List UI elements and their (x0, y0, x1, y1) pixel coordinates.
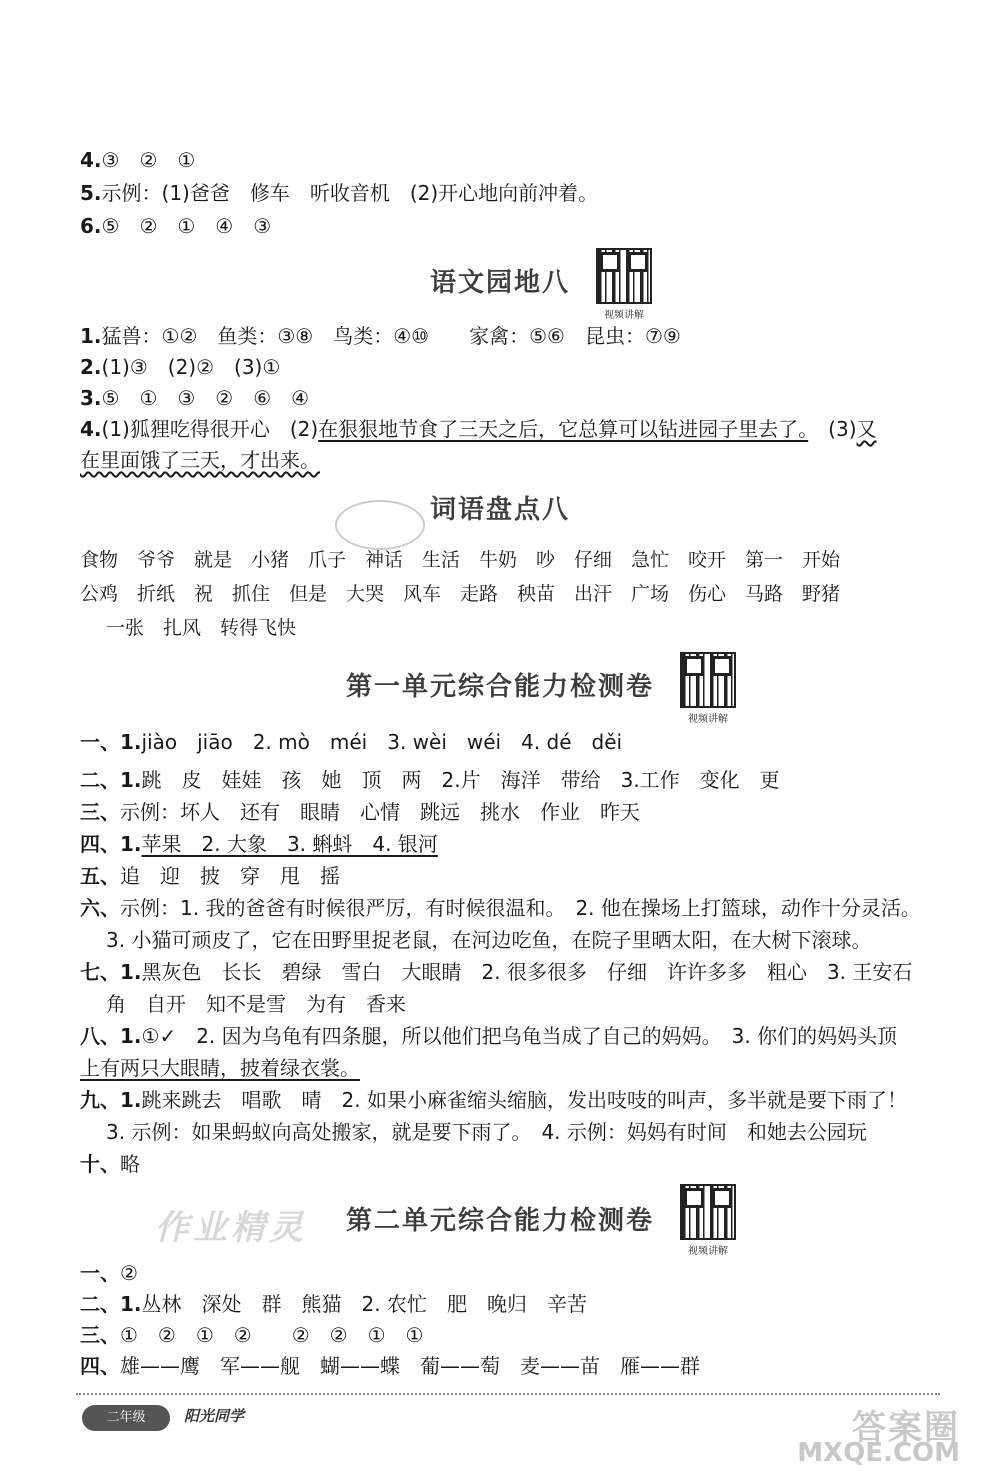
footer-divider (76, 1393, 940, 1395)
answer-line (80, 1053, 940, 1083)
answer-line (80, 1289, 940, 1319)
answer-text: 示例：(1)爸爸 修车 听收音机 (2)开心地向前冲着。 (101, 181, 599, 205)
qr-code-icon[interactable] (596, 248, 652, 304)
grade-badge: 二年级 (82, 1405, 170, 1431)
answer-text: (1)③ (2)② (3)① (101, 355, 281, 379)
question-number: 二、1. (80, 768, 142, 792)
question-number: 5. (80, 181, 102, 205)
answer-line (80, 861, 940, 891)
answer-line (106, 1117, 940, 1147)
answer-line (80, 321, 940, 351)
underlined-text: 上有两只大眼睛，披着绿衣裳。 (80, 1056, 360, 1080)
answer-text: ① ② ① ② ② ② ① ① (120, 1323, 424, 1347)
qr-code-icon[interactable] (680, 652, 736, 708)
question-number: 一、1. (80, 730, 142, 754)
watermark-url: MXQE.COM (797, 1438, 960, 1468)
answer-line (80, 445, 940, 475)
qr-caption: 视频讲解 (688, 1246, 728, 1257)
question-number: 十、 (80, 1152, 120, 1176)
answer-line (80, 145, 940, 175)
word-row: 食物 爷爷 就是 小猪 爪子 神话 生活 牛奶 吵 仔细 急忙 咬开 第一 开始 (80, 549, 841, 571)
word-row: 一张 扎风 转得飞快 (106, 617, 297, 639)
answer-line (80, 1258, 940, 1288)
answer-text: 跳来跳去 唱歌 晴 2. 如果小麻雀缩头缩脑，发出吱吱的叫声，多半就是要下雨了！ (141, 1088, 907, 1112)
watermark-logo: 答案圈 (852, 1408, 960, 1448)
underlined-text: 苹果 2. 大象 3. 蝌蚪 4. 银河 (141, 832, 438, 856)
answer-line (80, 383, 940, 413)
underlined-text: 在狠狠地节食了三天之后，它总算可以钻进园子里去了。 (318, 417, 809, 441)
answer-text: 雄——鹰 军——舰 蝴——蝶 葡——萄 麦——苗 雁——群 (120, 1354, 700, 1378)
qr-code-icon[interactable] (680, 1184, 736, 1240)
answer-text: ② (120, 1261, 138, 1285)
word-row: 公鸡 折纸 祝 抓住 但是 大哭 风车 走路 秧苗 出汗 广场 伤心 马路 野猪 (80, 583, 841, 605)
qr-caption: 视频讲解 (688, 714, 728, 725)
question-number: 4. (80, 417, 102, 441)
answer-text: 示例：坏人 还有 眼睛 心情 跳远 挑水 作业 昨天 (120, 800, 640, 824)
answer-text: 略 (120, 1152, 140, 1176)
question-number: 一、 (80, 1261, 120, 1285)
wavy-underlined-text: 又 (856, 417, 877, 441)
answer-line (80, 797, 940, 827)
answer-text: ①✓ 2. 因为乌龟有四条腿，所以他们把乌龟当成了自己的妈妈。 3. 你们的妈妈头顶 (141, 1024, 898, 1048)
answer-text: 3. 小猫可顽皮了，它在田野里捉老鼠，在河边吃鱼，在院子里晒太阳，在大树下滚球。 (106, 928, 872, 952)
answer-text: 黑灰色 长长 碧绿 雪白 大眼睛 2. 很多很多 仔细 许许多多 粗心 3. 王安石 (141, 960, 913, 984)
answer-text: ③ ② ① (101, 148, 196, 172)
answer-text: ⑤ ① ③ ② ⑥ ④ (101, 386, 310, 410)
question-number: 3. (80, 386, 102, 410)
question-number: 四、1. (80, 832, 142, 856)
section-title: 语文园地八 (429, 268, 570, 298)
answer-line (80, 1085, 940, 1115)
question-number: 三、 (80, 800, 120, 824)
answer-line (80, 1021, 940, 1051)
answer-text: (1)狐狸吃得很开心 (2) (101, 417, 319, 441)
question-number: 三、 (80, 1323, 120, 1347)
question-number: 二、1. (80, 1292, 142, 1316)
answer-text: 追 迎 披 穿 甩 摇 (120, 864, 340, 888)
question-number: 七、1. (80, 960, 142, 984)
answer-text: ⑤ ② ① ④ ③ (101, 214, 272, 238)
question-number: 八、1. (80, 1024, 142, 1048)
faint-watermark-text: 作业精灵 (155, 1208, 307, 1248)
answer-line (80, 727, 940, 757)
answer-line (80, 1320, 940, 1350)
answer-text: 示例：1. 我的爸爸有时候很严厉，有时候很温和。 2. 他在操场上打篮球，动作十分灵活。 (120, 896, 921, 920)
question-number: 五、 (80, 864, 120, 888)
section-title: 词语盘点八 (429, 495, 570, 525)
question-number: 6. (80, 214, 102, 238)
answer-line (80, 893, 940, 923)
answer-line (80, 352, 940, 382)
answer-text: (3) (808, 417, 857, 441)
wavy-underlined-text: 在里面饿了三天，才出来。 (80, 448, 320, 472)
answer-line (80, 765, 940, 795)
question-number: 4. (80, 148, 102, 172)
answer-line (80, 211, 940, 241)
answer-line (80, 957, 940, 987)
answer-text: 猛兽：①② 鱼类：③⑧ 鸟类：④⑩ 家禽：⑤⑥ 昆虫：⑦⑨ (101, 324, 681, 348)
answer-text: 丛林 深处 群 熊猫 2. 农忙 肥 晚归 辛苦 (141, 1292, 587, 1316)
answer-line (80, 414, 940, 444)
answer-line (106, 925, 940, 955)
answer-line (80, 178, 940, 208)
answer-line (80, 1351, 940, 1381)
brand-logo: 阳光同学 (184, 1407, 245, 1425)
question-number: 1. (80, 324, 102, 348)
question-number: 九、1. (80, 1088, 142, 1112)
section-title: 第一单元综合能力检测卷 (345, 672, 654, 702)
qr-caption: 视频讲解 (604, 310, 644, 321)
question-number: 六、 (80, 896, 120, 920)
answer-text: jiào jiāo 2. mò méi 3. wèi wéi 4. dé děi (141, 730, 623, 754)
answer-line (80, 1149, 940, 1179)
answer-text: 3. 示例：如果蚂蚁向高处搬家，就是要下雨了。 4. 示例：妈妈有时间 和她去公园玩 (106, 1120, 867, 1144)
question-number: 四、 (80, 1354, 120, 1378)
answer-line (106, 989, 940, 1019)
section-title: 第二单元综合能力检测卷 (345, 1206, 654, 1236)
answer-text: 角 自开 知不是雪 为有 香来 (106, 992, 406, 1016)
answer-text: 跳 皮 娃娃 孩 她 顶 两 2.片 海洋 带给 3.工作 变化 更 (141, 768, 780, 792)
answer-line (80, 829, 940, 859)
question-number: 2. (80, 355, 102, 379)
